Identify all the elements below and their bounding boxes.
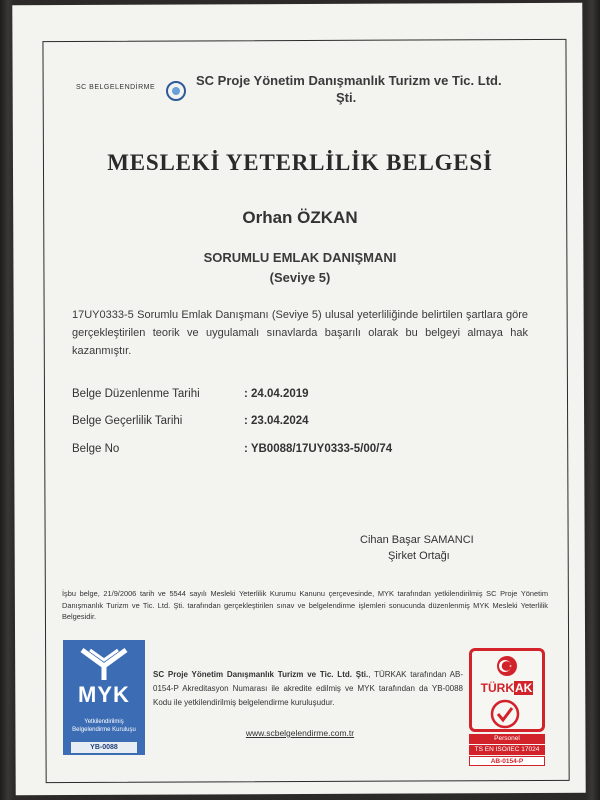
sc-logo-icon [166, 81, 186, 101]
myk-word: MYK [78, 682, 130, 707]
company-name-line2: Şti. [336, 90, 357, 105]
crescent-star-icon [496, 655, 518, 677]
certificate-number-value: : YB0088/17UY0333-5/00/74 [244, 443, 393, 455]
company-name-line1: SC Proje Yönetim Danışmanlık Turizm ve Tic. Ltd. [196, 73, 502, 88]
turkak-word-part2: AK [514, 681, 533, 695]
website-link[interactable]: www.scbelgelendirme.com.tr [245, 728, 355, 738]
accreditation-statement: , TÜRKAK tarafından AB-0154-P Akreditasyon Numarası ile akredite edilmiş ve MYK tarafından da YB-0088 Kodu ile yetkilendirilmiş belgelendirme kuruluşudur. [153, 670, 463, 707]
logo-text: SC BELGELENDİRME [76, 84, 156, 91]
accreditation-company: SC Proje Yönetim Danışmanlık Turizm ve Tic. Ltd. Şti. [153, 670, 369, 679]
turkak-logo [465, 648, 551, 766]
myk-subtitle-line2: Belgelendirme Kuruluşu [72, 727, 136, 733]
myk-subtitle-line1: Yetkilendirilmiş [84, 719, 124, 725]
validity-date-row [72, 415, 532, 435]
certificate-number-label: Belge No [72, 443, 120, 455]
turkak-band-standard: TS EN ISO/IEC 17024 [469, 745, 545, 755]
certificate-title: MESLEKİ YETERLİLİK BELGESİ [107, 150, 493, 175]
accreditation-text [153, 668, 463, 710]
validity-date-label: Belge Geçerlilik Tarihi [72, 415, 183, 427]
signatory-title: Şirket Ortağı [388, 550, 450, 562]
company-name [196, 72, 556, 106]
profession [0, 248, 600, 288]
sc-belgelendirme-logo [76, 80, 192, 100]
turkak-band-personel: Personel [469, 734, 545, 744]
myk-symbol-icon [76, 646, 132, 682]
signatory-name: Cihan Başar SAMANCI [360, 534, 474, 546]
profession-level: (Seviye 5) [269, 270, 331, 285]
turkak-word [474, 681, 540, 695]
profession-title: SORUMLU EMLAK DANIŞMANI [203, 250, 397, 265]
checkmark-icon [490, 699, 520, 729]
issue-date-row [72, 388, 532, 408]
certificate-description: 17UY0333-5 Sorumlu Emlak Danışmanı (Seviye 5) ulusal yeterliliğinde belirtilen şartlara göre gerçekleştirilen teorik ve uygulamalı sınavlarda başarılı olarak bu belgeyi almaya hak kazanmıştır. [72, 309, 528, 357]
legal-footnote: İşbu belge, 21/9/2006 tarih ve 5544 sayılı Mesleki Yeterlilik Kurumu Kanunu çerçevesinde, MYK tarafından yetkilendirilmiş SC Proje Yönetim Danışmanlık Turizm ve Tic. Ltd. Şti. tarafından gerçekleştirilen sınav ve belgelendirme işlemleri sonucunda düzenlenmiş MYK Mesleki Yeterlilik Belgesidir. [62, 589, 548, 621]
turkak-band-code: AB-0154-P [469, 756, 545, 766]
validity-date-value: : 23.04.2024 [244, 415, 309, 427]
turkak-word-part1: TÜRK [480, 681, 514, 695]
myk-code: YB-0088 [71, 742, 137, 753]
issue-date-value: : 24.04.2019 [244, 388, 309, 400]
certificate-header [56, 72, 556, 112]
holder-name: Orhan ÖZKAN [242, 208, 358, 227]
issue-date-label: Belge Düzenlenme Tarihi [72, 388, 200, 400]
certificate-number-row [72, 443, 532, 463]
turkak-badge [469, 648, 545, 732]
signature-block [360, 532, 474, 564]
